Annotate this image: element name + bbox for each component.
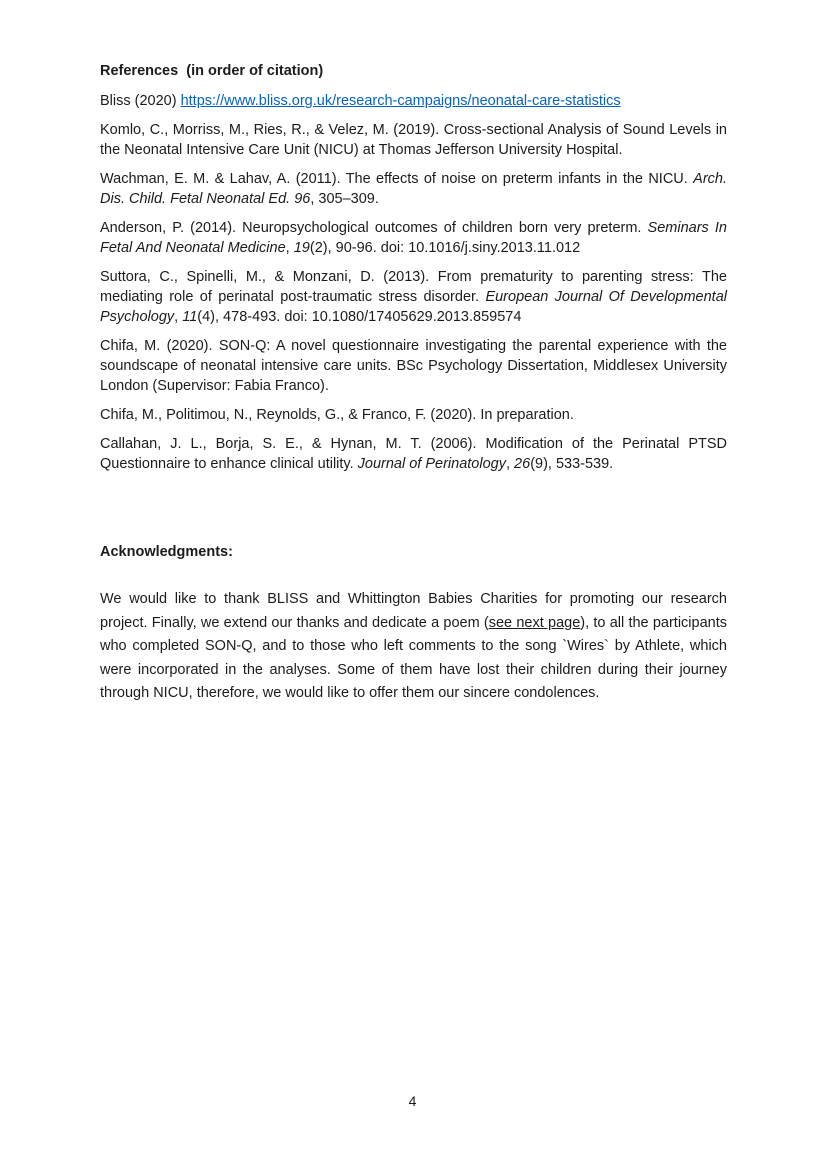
text-segment: ), to all the participants who completed SON-Q, and to those who left comments to the song `Wires` by Athlete, which were incorporated in the analyses. Some of them have lost their children during their journey through NICU, therefore, we would like to offer them our sincere condolences. (100, 614, 727, 701)
page-content (100, 61, 727, 706)
acknowledgments-heading: Acknowledgments: (100, 544, 233, 560)
text-segment: , (505, 456, 515, 472)
text-segment: Wachman, E. M. & Lahav, A. (2011). The effects of noise on preterm infants in the NICU. (100, 171, 694, 187)
text-segment: , (174, 309, 183, 325)
text-segment: Anderson, P. (2014). Neuropsychological outcomes of children born very preterm. (100, 220, 648, 236)
references-heading: References (in order of citation) (100, 63, 324, 79)
text-segment: Callahan, J. L., Borja, S. E., & Hynan, M. T. (2006). Modification of the Perinatal PTSD Questionnaire to enhance clinical utility. (100, 436, 727, 472)
text-segment: Chifa, M., Politimou, N., Reynolds, G., & Franco, F. (2020). In preparation. (100, 407, 574, 423)
reference-entry (100, 267, 727, 327)
text-segment: European Journal Of Developmental Psychology (100, 289, 727, 325)
text-segment: , (285, 240, 294, 256)
text-segment: Seminars In Fetal And Neonatal Medicine (100, 220, 727, 256)
text-segment: 26 (514, 456, 531, 472)
text-segment: Arch. Dis. Child. Fetal Neonatal Ed. 96 (100, 171, 727, 207)
page-number: 4 (408, 1093, 417, 1109)
text-segment: (4), 478-493. doi: 10.1080/17405629.2013.859574 (197, 309, 522, 325)
text-segment: (2), 90-96. doi: 10.1016/j.siny.2013.11.012 (309, 240, 581, 256)
reference-entry (100, 91, 727, 111)
text-segment: Komlo, C., Morriss, M., Ries, R., & Velez, M. (2019). Cross-sectional Analysis of Sound Levels in the Neonatal Intensive Care Unit (NICU) at Thomas Jefferson University Hospital. (100, 122, 727, 158)
text-segment: Chifa, M. (2020). SON-Q: A novel questionnaire investigating the parental experience with the soundscape of neonatal intensive care units. BSc Psychology Dissertation, Middlesex University London (Supervisor: Fabia Franco). (100, 338, 727, 394)
text-segment: 11 (182, 309, 198, 325)
text-segment: see next page (488, 614, 581, 631)
text-segment: Suttora, C., Spinelli, M., & Monzani, D. (2013). From prematurity to parenting stress: The mediating role of perinatal post-traumatic stress disorder. (100, 269, 727, 305)
reference-entry (100, 434, 727, 474)
text-segment: We would like to thank BLISS and Whittington Babies Charities for promoting our research project. Finally, we extend our thanks and dedicate a poem ( (100, 591, 727, 631)
text-segment: Bliss (2020) (100, 93, 181, 109)
reference-entry (100, 169, 727, 209)
text-segment: (9), 533-539. (530, 456, 614, 472)
acknowledgments-paragraph (100, 588, 727, 706)
text-segment: , 305–309. (310, 191, 379, 207)
text-segment: 19 (293, 240, 310, 256)
reference-entry (100, 336, 727, 396)
references-list (100, 91, 727, 474)
reference-entry (100, 405, 727, 425)
reference-entry (100, 120, 727, 160)
reference-link[interactable]: https://www.bliss.org.uk/research-campaigns/neonatal-care-statistics (180, 93, 621, 109)
text-segment: Journal of Perinatology (357, 456, 506, 472)
reference-entry (100, 218, 727, 258)
